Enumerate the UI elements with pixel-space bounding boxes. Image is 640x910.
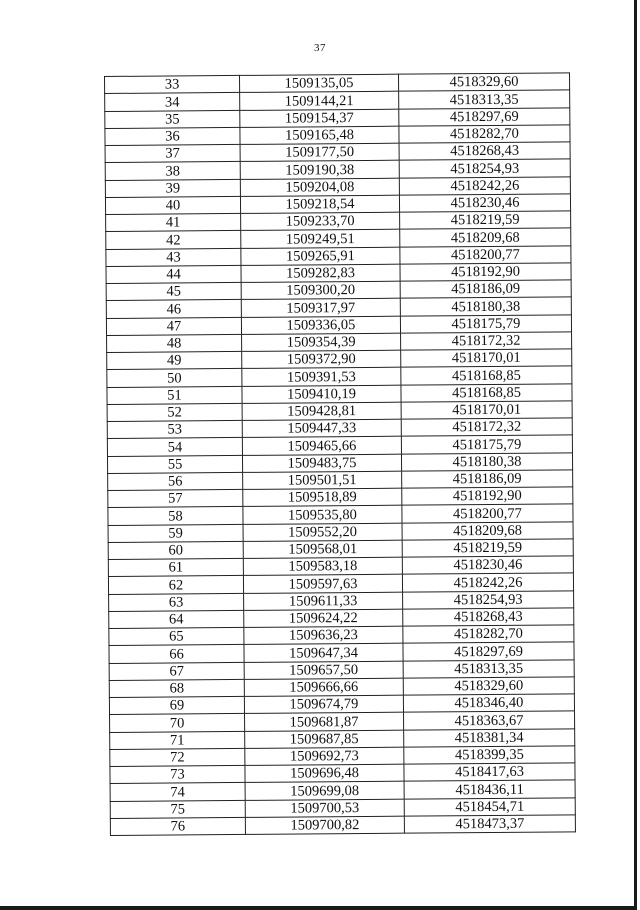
point-number-cell: 43 [106,248,241,266]
y-coordinate-cell: 4518192,90 [402,487,573,506]
point-number-cell: 69 [109,696,244,714]
x-coordinate-cell: 1509611,33 [244,592,403,610]
x-coordinate-cell: 1509657,50 [244,661,403,679]
y-coordinate-cell: 4518230,46 [402,556,573,575]
point-number-cell: 38 [105,162,240,180]
x-coordinate-cell: 1509391,53 [242,367,401,385]
x-coordinate-cell: 1509597,63 [243,574,402,592]
x-coordinate-cell: 1509135,05 [239,74,398,92]
table-row [110,815,575,836]
y-coordinate-cell: 4518186,09 [400,280,571,299]
y-coordinate-cell: 4518180,38 [400,297,571,316]
point-number-cell: 57 [108,489,243,507]
x-coordinate-cell: 1509233,70 [241,212,400,230]
point-number-cell: 56 [108,472,243,490]
point-number-cell: 39 [105,179,240,197]
y-coordinate-cell: 4518363,67 [404,711,575,730]
point-number-cell: 75 [110,800,245,818]
point-number-cell: 46 [106,300,241,318]
x-coordinate-cell: 1509501,51 [243,471,402,489]
y-coordinate-cell: 4518180,38 [401,452,572,471]
x-coordinate-cell: 1509354,39 [242,333,401,351]
x-coordinate-cell: 1509317,97 [241,298,400,316]
y-coordinate-cell: 4518297,69 [399,107,570,126]
point-number-cell: 66 [109,645,244,663]
coordinates-table-body [105,73,576,836]
x-coordinate-cell: 1509165,48 [240,126,399,144]
x-coordinate-cell: 1509372,90 [242,350,401,368]
x-coordinate-cell: 1509144,21 [240,91,399,109]
point-number-cell: 70 [110,714,245,732]
point-number-cell: 50 [107,369,242,387]
y-coordinate-cell: 4518172,32 [401,332,572,351]
point-number-cell: 73 [110,765,245,783]
x-coordinate-cell: 1509666,66 [244,678,403,696]
y-coordinate-cell: 4518417,63 [404,763,575,782]
y-coordinate-cell: 4518209,68 [400,228,571,247]
y-coordinate-cell: 4518473,37 [404,815,575,834]
point-number-cell: 63 [109,593,244,611]
point-number-cell: 53 [107,420,242,438]
x-coordinate-cell: 1509300,20 [241,281,400,299]
point-number-cell: 59 [108,524,243,542]
x-coordinate-cell: 1509696,48 [245,764,404,782]
x-coordinate-cell: 1509410,19 [242,385,401,403]
x-coordinate-cell: 1509190,38 [240,160,399,178]
page-number: 37 [314,42,326,54]
point-number-cell: 68 [109,679,244,697]
y-coordinate-cell: 4518329,60 [398,73,569,92]
x-coordinate-cell: 1509336,05 [241,316,400,334]
y-coordinate-cell: 4518200,77 [402,504,573,523]
x-coordinate-cell: 1509265,91 [241,247,400,265]
x-coordinate-cell: 1509674,79 [244,695,403,713]
y-coordinate-cell: 4518297,69 [403,642,574,661]
y-coordinate-cell: 4518170,01 [401,401,572,420]
x-coordinate-cell: 1509700,82 [245,816,404,834]
point-number-cell: 58 [108,507,243,525]
x-coordinate-cell: 1509700,53 [245,799,404,817]
point-number-cell: 35 [105,110,240,128]
y-coordinate-cell: 4518282,70 [403,625,574,644]
x-coordinate-cell: 1509535,80 [243,505,402,523]
y-coordinate-cell: 4518209,68 [402,521,573,540]
point-number-cell: 52 [107,403,242,421]
y-coordinate-cell: 4518172,32 [401,418,572,437]
y-coordinate-cell: 4518454,71 [404,797,575,816]
point-number-cell: 55 [107,455,242,473]
x-coordinate-cell: 1509447,33 [242,419,401,437]
x-coordinate-cell: 1509428,81 [242,402,401,420]
y-coordinate-cell: 4518268,43 [403,608,574,627]
point-number-cell: 40 [105,196,240,214]
x-coordinate-cell: 1509282,83 [241,264,400,282]
y-coordinate-cell: 4518219,59 [402,539,573,558]
point-number-cell: 65 [109,627,244,645]
x-coordinate-cell: 1509552,20 [243,523,402,541]
point-number-cell: 37 [105,144,240,162]
point-number-cell: 41 [106,213,241,231]
point-number-cell: 72 [110,748,245,766]
y-coordinate-cell: 4518242,26 [399,176,570,195]
x-coordinate-cell: 1509568,01 [243,540,402,558]
point-number-cell: 49 [107,351,242,369]
y-coordinate-cell: 4518399,35 [404,746,575,765]
y-coordinate-cell: 4518242,26 [402,573,573,592]
x-coordinate-cell: 1509483,75 [242,454,401,472]
x-coordinate-cell: 1509177,50 [240,143,399,161]
x-coordinate-cell: 1509154,37 [240,109,399,127]
y-coordinate-cell: 4518219,59 [400,211,571,230]
y-coordinate-cell: 4518192,90 [400,263,571,282]
y-coordinate-cell: 4518282,70 [399,125,570,144]
point-number-cell: 47 [106,317,241,335]
point-number-cell: 42 [106,231,241,249]
point-number-cell: 48 [107,334,242,352]
point-number-cell: 61 [108,558,243,576]
y-coordinate-cell: 4518329,60 [403,677,574,696]
point-number-cell: 60 [108,541,243,559]
y-coordinate-cell: 4518313,35 [403,659,574,678]
x-coordinate-cell: 1509699,08 [245,781,404,799]
x-coordinate-cell: 1509249,51 [241,229,400,247]
x-coordinate-cell: 1509218,54 [240,195,399,213]
point-number-cell: 36 [105,127,240,145]
coordinates-table [104,72,576,836]
y-coordinate-cell: 4518254,93 [403,590,574,609]
point-number-cell: 74 [110,783,245,801]
y-coordinate-cell: 4518175,79 [400,314,571,333]
x-coordinate-cell: 1509624,22 [244,609,403,627]
x-coordinate-cell: 1509465,66 [242,436,401,454]
point-number-cell: 76 [110,817,245,835]
point-number-cell: 34 [105,93,240,111]
x-coordinate-cell: 1509636,23 [244,626,403,644]
point-number-cell: 71 [110,731,245,749]
y-coordinate-cell: 4518313,35 [399,90,570,109]
y-coordinate-cell: 4518436,11 [404,780,575,799]
y-coordinate-cell: 4518230,46 [399,194,570,213]
point-number-cell: 45 [106,282,241,300]
point-number-cell: 44 [106,265,241,283]
x-coordinate-cell: 1509647,34 [244,643,403,661]
y-coordinate-cell: 4518268,43 [399,142,570,161]
point-number-cell: 62 [108,576,243,594]
y-coordinate-cell: 4518168,85 [401,383,572,402]
point-number-cell: 33 [105,75,240,93]
x-coordinate-cell: 1509518,89 [243,488,402,506]
y-coordinate-cell: 4518200,77 [400,245,571,264]
point-number-cell: 51 [107,386,242,404]
y-coordinate-cell: 4518254,93 [399,159,570,178]
coordinates-table-container [104,72,574,836]
y-coordinate-cell: 4518168,85 [401,366,572,385]
point-number-cell: 67 [109,662,244,680]
y-coordinate-cell: 4518346,40 [403,694,574,713]
y-coordinate-cell: 4518186,09 [402,470,573,489]
x-coordinate-cell: 1509204,08 [240,178,399,196]
point-number-cell: 54 [107,438,242,456]
y-coordinate-cell: 4518170,01 [401,349,572,368]
y-coordinate-cell: 4518175,79 [401,435,572,454]
y-coordinate-cell: 4518381,34 [404,728,575,747]
x-coordinate-cell: 1509681,87 [245,712,404,730]
x-coordinate-cell: 1509687,85 [245,730,404,748]
x-coordinate-cell: 1509692,73 [245,747,404,765]
x-coordinate-cell: 1509583,18 [243,557,402,575]
point-number-cell: 64 [109,610,244,628]
